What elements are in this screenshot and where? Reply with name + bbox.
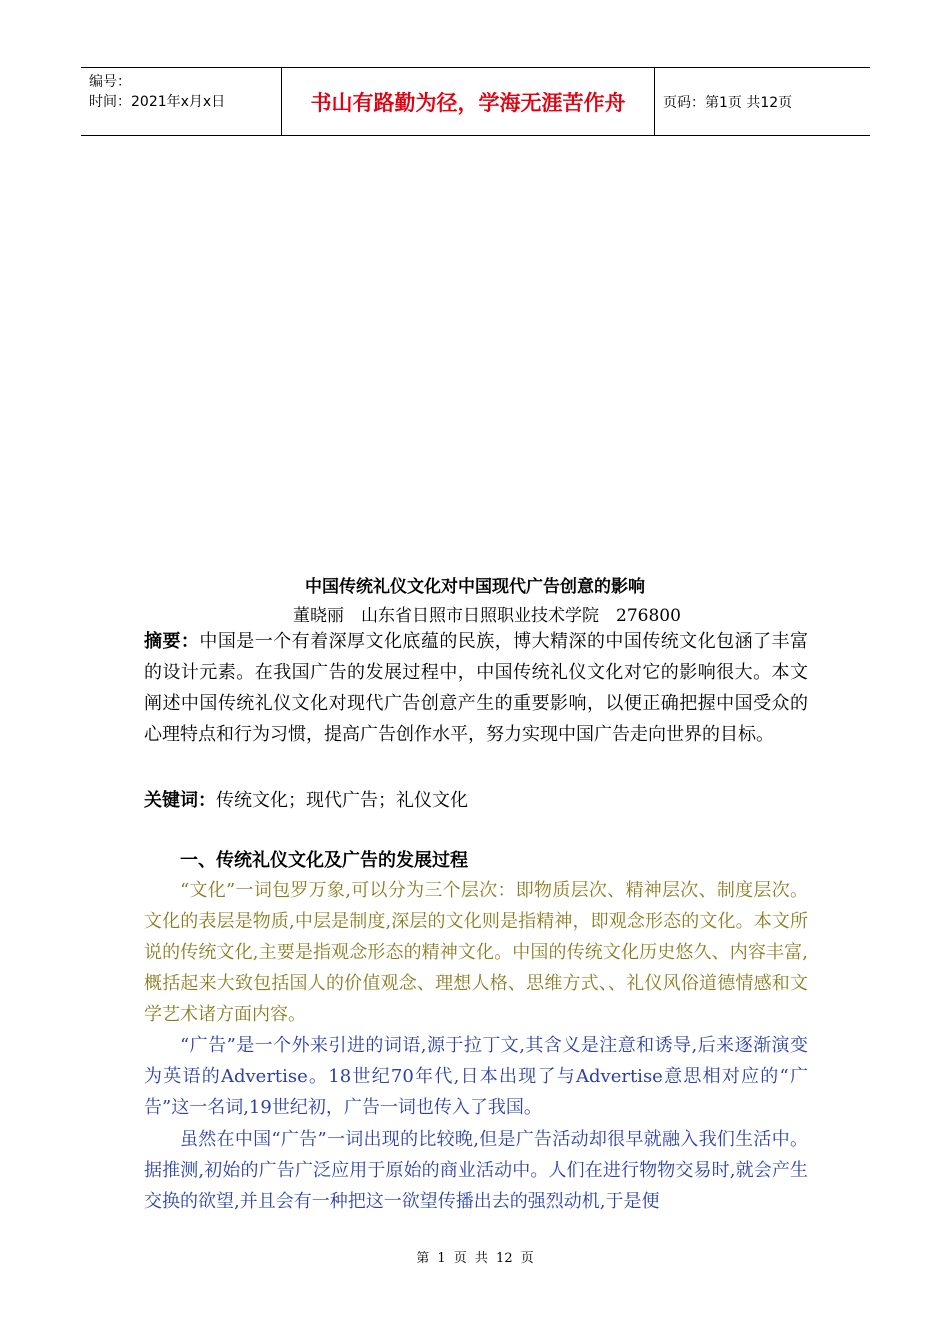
- header-meta: [81, 68, 281, 135]
- page-footer: 第 1 页 共 12 页: [416, 1251, 534, 1266]
- paragraph-advertising-origin: “广告”是一个外来引进的词语,源于拉丁文,其含义是注意和诱导,后来逐渐演变为英语的Advertise。18世纪70年代,日本出现了与Advertise意思相对应的“广告”这一名词,19世纪初，广告一词也传入了我国。: [144, 1035, 808, 1118]
- abstract-text: 中国是一个有着深厚文化底蕴的民族，博大精深的中国传统文化包涵了丰富的设计元素。在我国广告的发展过程中，中国传统礼仪文化对它的影响很大。本文阐述中国传统礼仪文化对现代广告创意产生的重要影响，以便正确把握中国受众的心理特点和行为习惯，提高广告创作水平，努力实现中国广告走向世界的目标。: [144, 631, 809, 745]
- time-label: 时间：2021年x月x日: [89, 94, 226, 110]
- section-heading: 一、传统礼仪文化及广告的发展过程: [180, 850, 468, 871]
- document-header: [81, 67, 870, 136]
- author-line: 董晓丽 山东省日照市日照职业技术学院 276800: [293, 606, 681, 626]
- paragraph-advertising-history: 虽然在中国“广告”一词出现的比较晚,但是广告活动却很早就融入我们生活中。据推测,初始的广告广泛应用于原始的商业活动中。人们在进行物物交易时,就会产生交换的欲望,并且会有一种把这一欲望传播出去的强烈动机,于是便: [144, 1129, 808, 1212]
- header-page-info: 页码：第1页 共12页: [663, 94, 793, 111]
- number-label: 编号：: [89, 74, 131, 90]
- article-title: 中国传统礼仪文化对中国现代广告创意的影响: [305, 577, 645, 597]
- paragraph-culture: “文化”一词包罗万象,可以分为三个层次：即物质层次、精神层次、制度层次。文化的表层是物质,中层是制度,深层的文化则是指精神，即观念形态的文化。本文所说的传统文化,主要是指观念形态的精神文化。中国的传统文化历史悠久、内容丰富,概括起来大致包括国人的价值观念、理想人格、思维方式、、礼仪风俗道德情感和文学艺术诸方面内容。: [144, 880, 808, 1025]
- keywords-label: 关键词：: [144, 790, 216, 811]
- abstract-label: 摘要：: [144, 631, 200, 652]
- header-motto: 书山有路勤为径，学海无涯苦作舟: [281, 68, 655, 135]
- keywords-text: 传统文化；现代广告；礼仪文化: [216, 790, 468, 811]
- abstract: [144, 626, 808, 750]
- keywords: [144, 785, 808, 816]
